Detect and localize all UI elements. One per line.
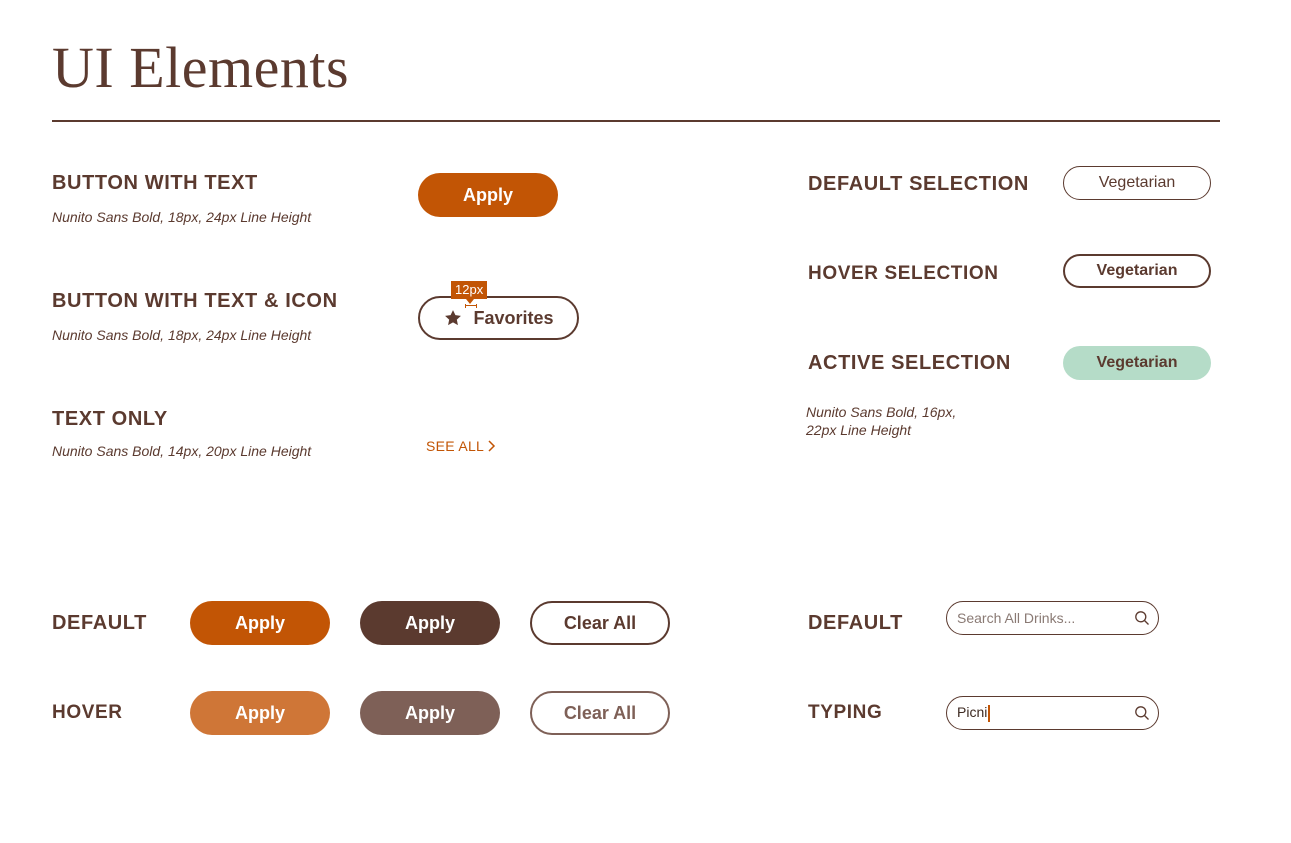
selection-spec-line-1: Nunito Sans Bold, 16px, [806, 404, 957, 420]
clear-all-button-default[interactable]: Clear All [530, 601, 670, 645]
button-with-text-icon-spec: Nunito Sans Bold, 18px, 24px Line Height [52, 327, 312, 343]
search-typing-label: TYPING [808, 702, 883, 723]
apply-button-secondary-default[interactable]: Apply [360, 601, 500, 645]
search-input-default[interactable] [946, 601, 1159, 635]
title-divider [52, 120, 1220, 122]
chevron-right-icon [487, 440, 496, 452]
vegetarian-chip-default[interactable]: Vegetarian [1063, 166, 1211, 200]
page-title: UI Elements [52, 35, 350, 100]
hover-selection-label: HOVER SELECTION [808, 263, 999, 284]
spacing-annotation: 12px [451, 281, 487, 299]
button-with-text-spec: Nunito Sans Bold, 18px, 24px Line Height [52, 209, 312, 225]
text-only-spec: Nunito Sans Bold, 14px, 20px Line Height [52, 443, 312, 459]
apply-button-primary-hover[interactable]: Apply [190, 691, 330, 735]
apply-button-primary-default[interactable]: Apply [190, 601, 330, 645]
apply-button[interactable]: Apply [418, 173, 558, 217]
hover-state-label: HOVER [52, 702, 123, 723]
active-selection-label: ACTIVE SELECTION [808, 352, 1011, 374]
search-typed-value: Picni [957, 704, 988, 721]
see-all-link[interactable] [426, 437, 496, 455]
text-cursor [988, 705, 990, 722]
apply-button-secondary-hover[interactable]: Apply [360, 691, 500, 735]
search-icon[interactable] [1134, 705, 1150, 721]
spacing-measure-marker [465, 304, 477, 308]
favorites-button[interactable] [418, 296, 579, 340]
button-with-text-label: BUTTON WITH TEXT [52, 172, 258, 194]
vegetarian-chip-hover[interactable]: Vegetarian [1063, 254, 1211, 288]
text-only-label: TEXT ONLY [52, 408, 168, 430]
search-placeholder: Search All Drinks... [957, 610, 1076, 626]
search-typed-text-container [957, 704, 1134, 722]
button-with-text-icon-label: BUTTON WITH TEXT & ICON [52, 290, 338, 312]
search-icon[interactable] [1134, 610, 1150, 626]
search-input-typing[interactable] [946, 696, 1159, 730]
favorites-button-label: Favorites [473, 307, 554, 328]
clear-all-button-hover[interactable]: Clear All [530, 691, 670, 735]
selection-spec-line-2: 22px Line Height [806, 422, 912, 438]
default-state-label: DEFAULT [52, 612, 147, 634]
see-all-label: SEE ALL [426, 438, 485, 454]
default-selection-label: DEFAULT SELECTION [808, 173, 1029, 195]
search-default-label: DEFAULT [808, 612, 903, 634]
star-icon [443, 308, 463, 328]
vegetarian-chip-active[interactable]: Vegetarian [1063, 346, 1211, 380]
